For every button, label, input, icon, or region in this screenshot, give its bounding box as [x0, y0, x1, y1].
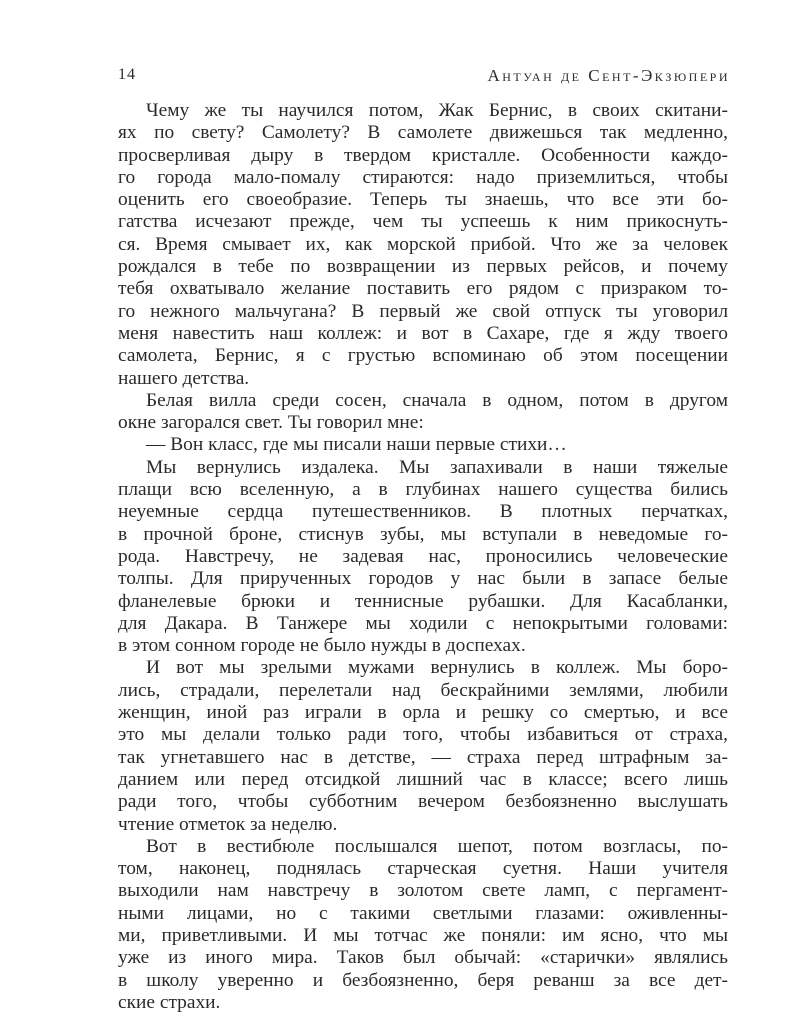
text-line: ради того, чтобы субботним вечером безбоязненно выслушать	[118, 791, 728, 813]
text-line: чтение отметок за неделю.	[118, 813, 338, 835]
text-line: ся. Время смывает их, как морской прибой. Что же за человек	[118, 233, 728, 255]
text-line: лись, страдали, перелетали над бескрайними землями, любили	[118, 679, 728, 701]
text-line: данием или перед отсидкой лишний час в классе; всего лишь	[118, 768, 728, 790]
text-line: самолета, Бернис, я с грустью вспоминаю об этом посещении	[118, 345, 728, 367]
text-line: гатства исчезают прежде, чем ты успеешь к ним прикоснуть-	[118, 211, 728, 233]
text-line: — Вон класс, где мы писали наши первые стихи…	[146, 434, 567, 456]
text-line: меня навестить наш коллеж: и вот в Сахаре, где я жду твоего	[118, 322, 728, 344]
text-line: ными лицами, но с такими светлыми глазами: оживленны-	[118, 902, 728, 924]
text-line: Чему же ты научился потом, Жак Бернис, в своих скитани-	[146, 100, 728, 121]
text-line: ях по свету? Самолету? В самолете движешься так медленно,	[118, 122, 728, 144]
text-line: тебя охватывало желание поставить его рядом с призраком то-	[118, 278, 728, 300]
text-line: Мы вернулись издалека. Мы запахивали в наши тяжелые	[146, 456, 728, 478]
text-line: в школу уверенно и безбоязненно, беря реванш за все дет-	[118, 969, 728, 991]
text-line: рода. Навстречу, не задевая нас, проносились человеческие	[118, 545, 728, 567]
text-line: так угнетавшего нас в детстве, — страха перед штрафным за-	[118, 746, 728, 768]
page-number: 14	[118, 66, 136, 83]
text-line: окне загорался свет. Ты говорил мне:	[118, 412, 424, 434]
text-line: нашего детства.	[118, 367, 250, 389]
text-line: фланелевые брюки и теннисные рубашки. Для Касабланки,	[118, 590, 728, 612]
running-head: Антуан де Сент-Экзюпери	[487, 66, 730, 85]
text-line: в прочной броне, стиснув зубы, мы вступали в неведомые го-	[118, 523, 728, 545]
text-line: это мы делали только ради того, чтобы избавиться от страха,	[118, 724, 728, 746]
text-line: том, наконец, поднялась старческая суетня. Наши учителя	[118, 858, 728, 880]
text-line: ми, приветливыми. И мы тотчас же поняли: им ясно, что мы	[118, 924, 728, 946]
body-text	[118, 100, 728, 1014]
text-line: женщин, иной раз играли в орла и решку со смертью, и все	[118, 702, 728, 724]
text-line: рождался в тебе по возвращении из первых рейсов, и почему	[118, 256, 728, 278]
text-line: плащи всю вселенную, а в глубинах нашего существа бились	[118, 479, 728, 501]
text-line: го нежного мальчугана? В первый же свой отпуск ты уговорил	[118, 300, 728, 322]
text-line: для Дакара. В Танжере мы ходили с непокрытыми головами:	[118, 612, 728, 634]
text-line: выходили нам навстречу в золотом свете ламп, с пергамент-	[118, 880, 728, 902]
text-line: И вот мы зрелыми мужами вернулись в коллеж. Мы боро-	[146, 657, 728, 679]
text-line: в этом сонном городе не было нужды в доспехах.	[118, 635, 526, 657]
text-line: го города мало-помалу стираются: надо приземлиться, чтобы	[118, 166, 728, 188]
text-line: просверливая дыру в твердом кристалле. Особенности каждо-	[118, 144, 728, 166]
text-line: ские страхи.	[118, 991, 221, 1013]
text-line: толпы. Для прирученных городов у нас были в запасе белые	[118, 568, 728, 590]
page-header	[118, 66, 730, 88]
text-line: Белая вилла среди сосен, сначала в одном, потом в другом	[146, 389, 728, 411]
text-line: уже из иного мира. Таков был обычай: «старички» являлись	[118, 947, 728, 969]
text-line: неуемные сердца путешественников. В плотных перчатках,	[118, 501, 728, 523]
text-line: оценить его своеобразие. Теперь ты знаешь, что все эти бо-	[118, 189, 728, 211]
text-line: Вот в вестибюле послышался шепот, потом возгласы, по-	[146, 835, 728, 857]
